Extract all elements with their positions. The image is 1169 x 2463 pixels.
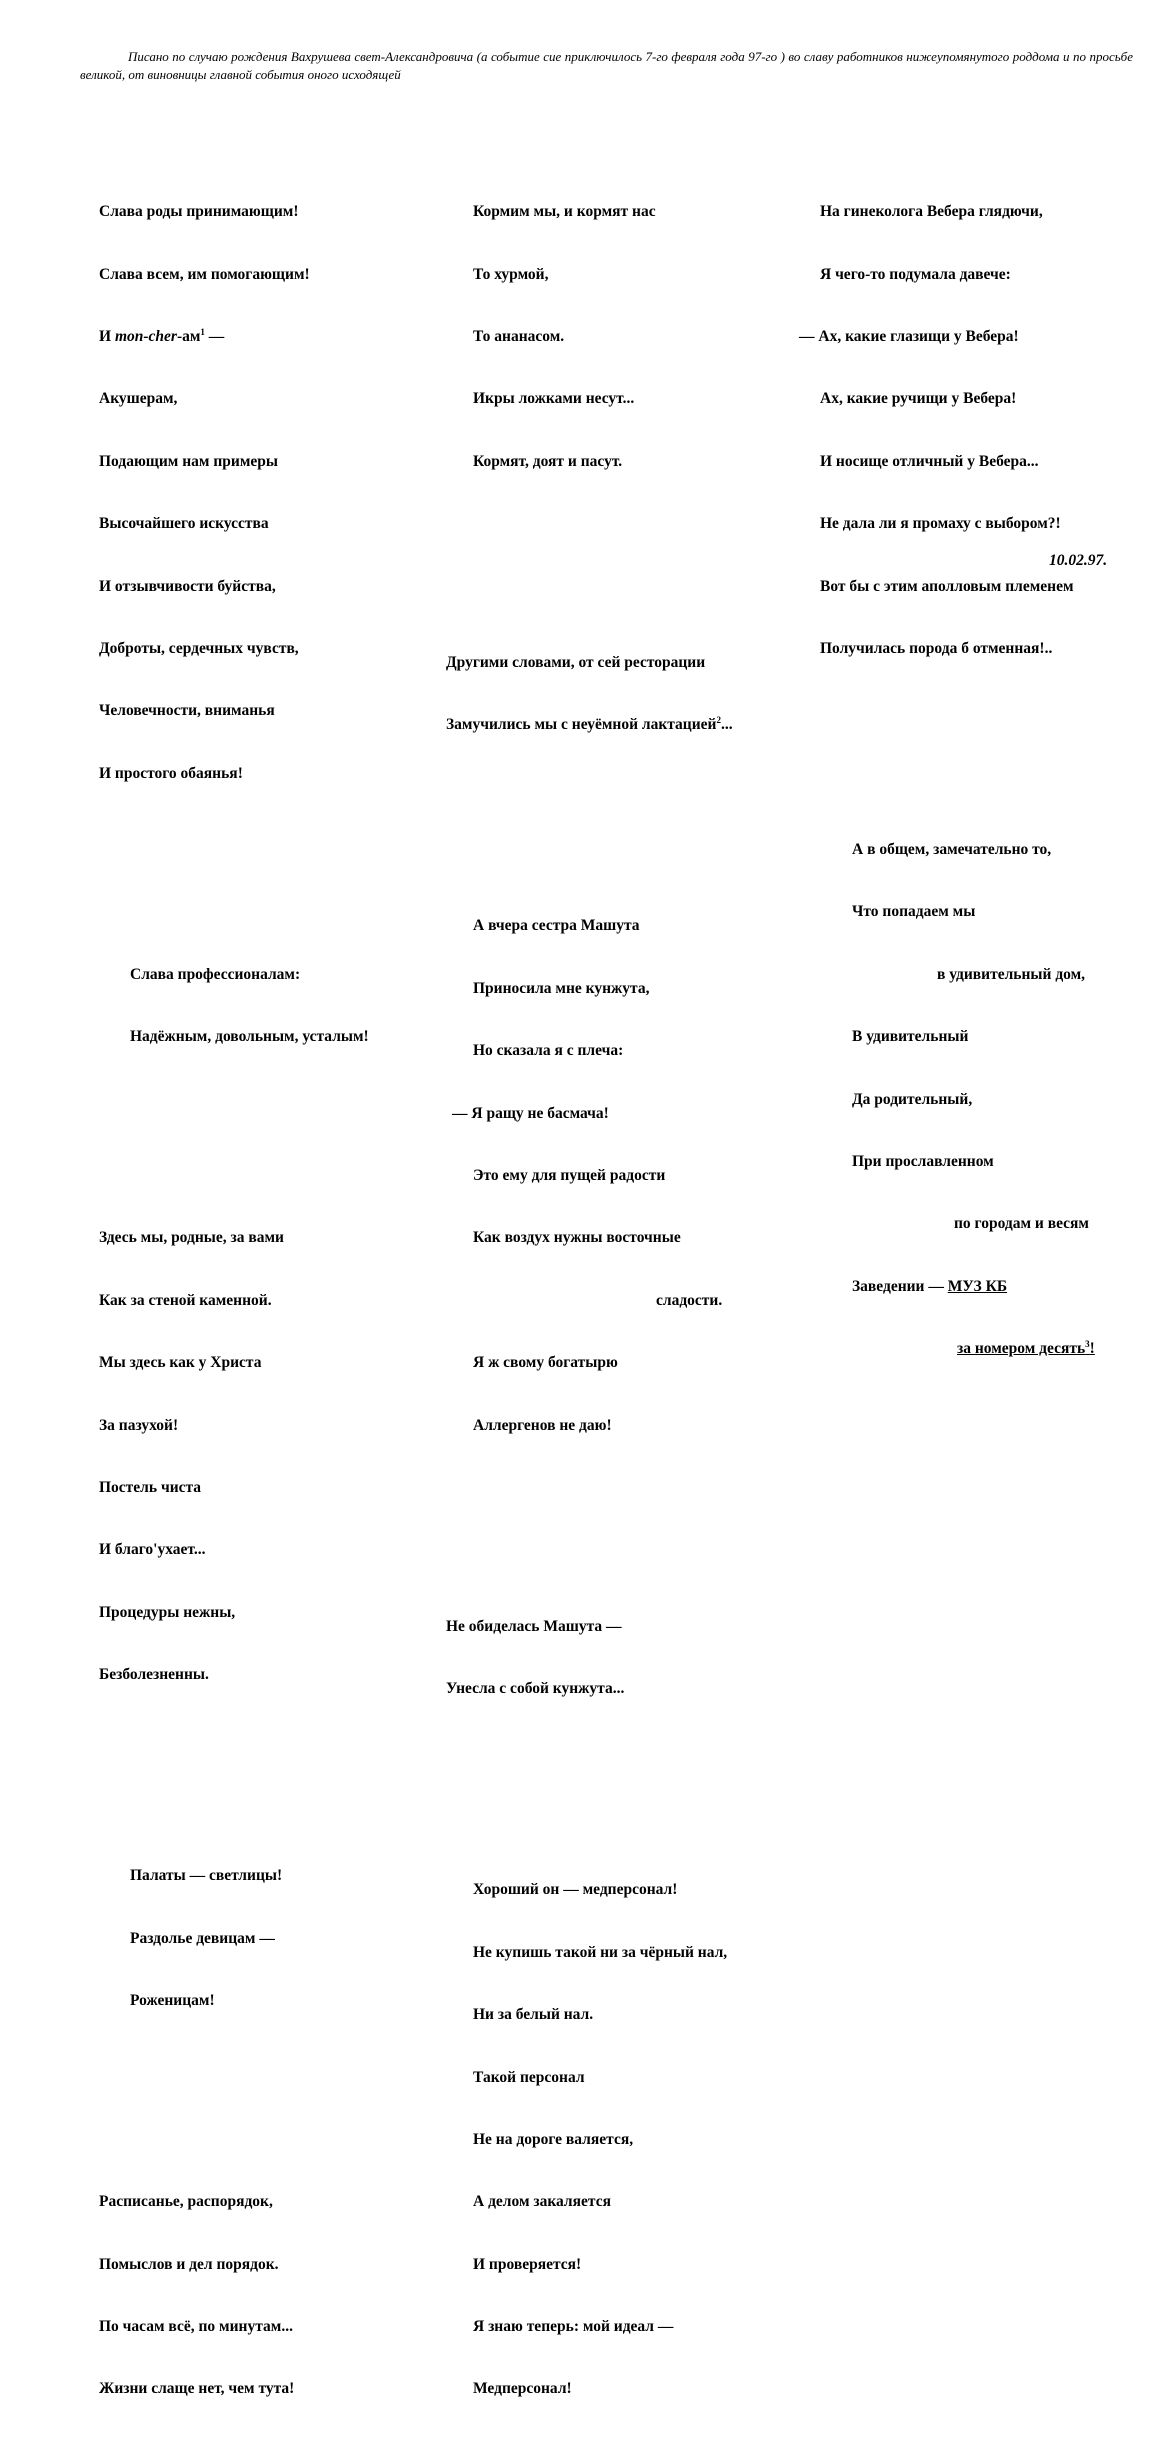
line-part: Заведении — xyxy=(852,1277,948,1295)
mon-cher-italic: mon-cher xyxy=(114,327,177,345)
intro-text: Писано по случаю рождения Вахрушева свет-Александровича (а событие сие приключилось 7-го февраля года 97-го ) во славу работников нижеупомянутого роддома и по просьбе великой, от виновницы главной события оного исходящей xyxy=(80,49,1133,82)
poem-line: Роженицам! xyxy=(130,1992,215,2010)
poem-line: Слава всем, им помогающим! xyxy=(99,265,310,283)
stanza xyxy=(99,1187,369,1728)
poem-line: Слава профессионалам: xyxy=(130,965,301,983)
poem-line: А в общем, замечательно то, xyxy=(852,841,1052,859)
poem-column-2 xyxy=(446,119,733,2463)
poem-line: И простого обаянья! xyxy=(99,764,243,782)
stanza xyxy=(799,799,1095,1402)
poem-line: Процедуры нежны, xyxy=(99,1603,236,1621)
poem-line: Не на дороге валяется, xyxy=(473,2130,634,2148)
poem-line xyxy=(446,715,733,736)
poem-line: И отзывчивости буйства, xyxy=(99,577,276,595)
intro-paragraph xyxy=(80,48,1133,84)
poem-line: Хороший он — медперсонал! xyxy=(473,1881,678,1899)
stanza xyxy=(799,161,1095,702)
footnote-mark: 3 xyxy=(1085,1339,1090,1350)
line-part: -ам xyxy=(176,327,201,345)
footnote-mark: 2 xyxy=(716,715,721,726)
line-part: Замучились мы с неуёмной лактацией xyxy=(446,716,717,734)
stanza xyxy=(99,161,369,827)
stanza xyxy=(99,2151,369,2442)
poem-line: Кормят, доят и пасут. xyxy=(473,452,623,470)
poem-line: Слава роды принимающим! xyxy=(99,203,299,221)
poem-line: Вот бы с этим аполловым племенем xyxy=(820,577,1074,595)
stanza xyxy=(446,1839,733,2442)
line-part: ... xyxy=(720,716,733,734)
poem-line: Постель чиста xyxy=(99,1479,202,1496)
line-part: за номером десять xyxy=(957,1340,1086,1358)
poem-line: Приносила мне кунжута, xyxy=(473,979,650,997)
poem-line: Кормим мы, и кормят нас xyxy=(473,203,656,221)
line-part: И xyxy=(99,327,115,345)
poem-line: Икры ложками несут... xyxy=(473,390,635,408)
stanza xyxy=(446,611,733,777)
poem-line: А вчера сестра Машута xyxy=(473,917,640,935)
poem-line: Я ж свому богатырю xyxy=(473,1354,618,1372)
poem-line: Получилась порода б отменная!.. xyxy=(820,639,1053,657)
poem-line: Высочайшего искусства xyxy=(99,515,269,533)
poem-line: Здесь мы, родные, за вами xyxy=(99,1229,284,1247)
poem-line: Человечности, вниманья xyxy=(99,702,275,720)
poem-line xyxy=(99,327,369,348)
poem-line: Ни за белый нал. xyxy=(473,2006,594,2024)
poem-line: И проверяется! xyxy=(473,2255,582,2273)
poem-line: Медперсонал! xyxy=(473,2380,572,2398)
poem-column-3 xyxy=(799,119,1095,1422)
poem-line: Да родительный, xyxy=(852,1090,973,1108)
poem-line: Я знаю теперь: мой идеал — xyxy=(473,2318,674,2336)
poem-line: При прославленном xyxy=(852,1153,994,1171)
poem-line: в удивительный дом, xyxy=(937,965,1086,983)
poem-line: Расписанье, распорядок, xyxy=(99,2193,273,2211)
poem-line: По часам всё, по минутам... xyxy=(99,2318,293,2336)
footnote-mark: 1 xyxy=(200,326,205,337)
poem-line: А делом закаляется xyxy=(473,2193,611,2211)
poem-line: Но сказала я с плеча: xyxy=(473,1042,624,1060)
poem-line: Унесла с собой кунжута... xyxy=(446,1680,625,1698)
poem-line: Аллергенов не даю! xyxy=(473,1416,612,1434)
stanza xyxy=(99,1825,369,2054)
poem-line: Как воздух нужны восточные xyxy=(473,1229,681,1247)
poem-line: Другими словами, от сей ресторации xyxy=(446,653,706,671)
poem-line: по городам и весям xyxy=(954,1215,1089,1233)
signature-date: 10.02.97. xyxy=(1049,552,1108,569)
poem-line: В удивительный xyxy=(852,1028,969,1046)
line-part: — xyxy=(204,327,225,345)
poem-line: Не дала ли я промаху с выбором?! xyxy=(820,515,1061,533)
poem-line: Что попадаем мы xyxy=(852,903,976,921)
poem-line: И носище отличный у Вебера... xyxy=(820,452,1039,470)
poem-line: Надёжным, довольным, усталым! xyxy=(130,1028,369,1046)
poem-line: Акушерам, xyxy=(99,390,178,408)
poem-line: — Ах, какие глазищи у Вебера! xyxy=(799,327,1019,345)
poem-line: Палаты — светлицы! xyxy=(130,1867,283,1885)
poem-line: Раздолье девицам — xyxy=(130,1929,275,1947)
poem-line: сладости. xyxy=(656,1291,723,1309)
poem-line: Мы здесь как у Христа xyxy=(99,1354,262,1372)
poem-line: Доброты, сердечных чувств, xyxy=(99,639,299,657)
stanza xyxy=(446,161,733,515)
poem-line: Помыслов и дел порядок. xyxy=(99,2255,279,2273)
stanza xyxy=(446,1575,733,1741)
poem-line: Как за стеной каменной. xyxy=(99,1291,272,1309)
poem-line: Ах, какие ручищи у Вебера! xyxy=(820,390,1017,408)
hospital-number xyxy=(957,1340,1095,1357)
poem-line xyxy=(799,1339,1095,1360)
stanza xyxy=(446,875,733,1478)
poem-line: И благо'ухает... xyxy=(99,1541,206,1559)
poem-line: Подающим нам примеры xyxy=(99,452,278,470)
poem-line: Жизни слаще нет, чем тута! xyxy=(99,2380,295,2398)
stanza xyxy=(99,923,369,1089)
poem-line xyxy=(799,1277,1095,1298)
poem-line: Не обиделась Машута — xyxy=(446,1617,622,1635)
poem-line: Такой персонал xyxy=(473,2068,585,2086)
line-part: ! xyxy=(1089,1340,1095,1358)
poem-column-1 xyxy=(99,119,369,2463)
poem-line: То хурмой, xyxy=(473,265,549,283)
poem-line: Не купишь такой ни за чёрный нал, xyxy=(473,1943,728,1961)
poem-line: Это ему для пущей радости xyxy=(473,1167,666,1185)
poem-line: Я чего-то подумала давече: xyxy=(820,265,1011,283)
poem-line: Безболезненны. xyxy=(99,1666,209,1684)
poem-line: То ананасом. xyxy=(473,327,565,345)
poem-line: За пазухой! xyxy=(99,1416,179,1434)
poem-line: — Я ращу не басмача! xyxy=(452,1104,609,1122)
hospital-name: МУЗ КБ xyxy=(947,1277,1008,1295)
poem-line: На гинеколога Вебера глядючи, xyxy=(820,203,1043,221)
